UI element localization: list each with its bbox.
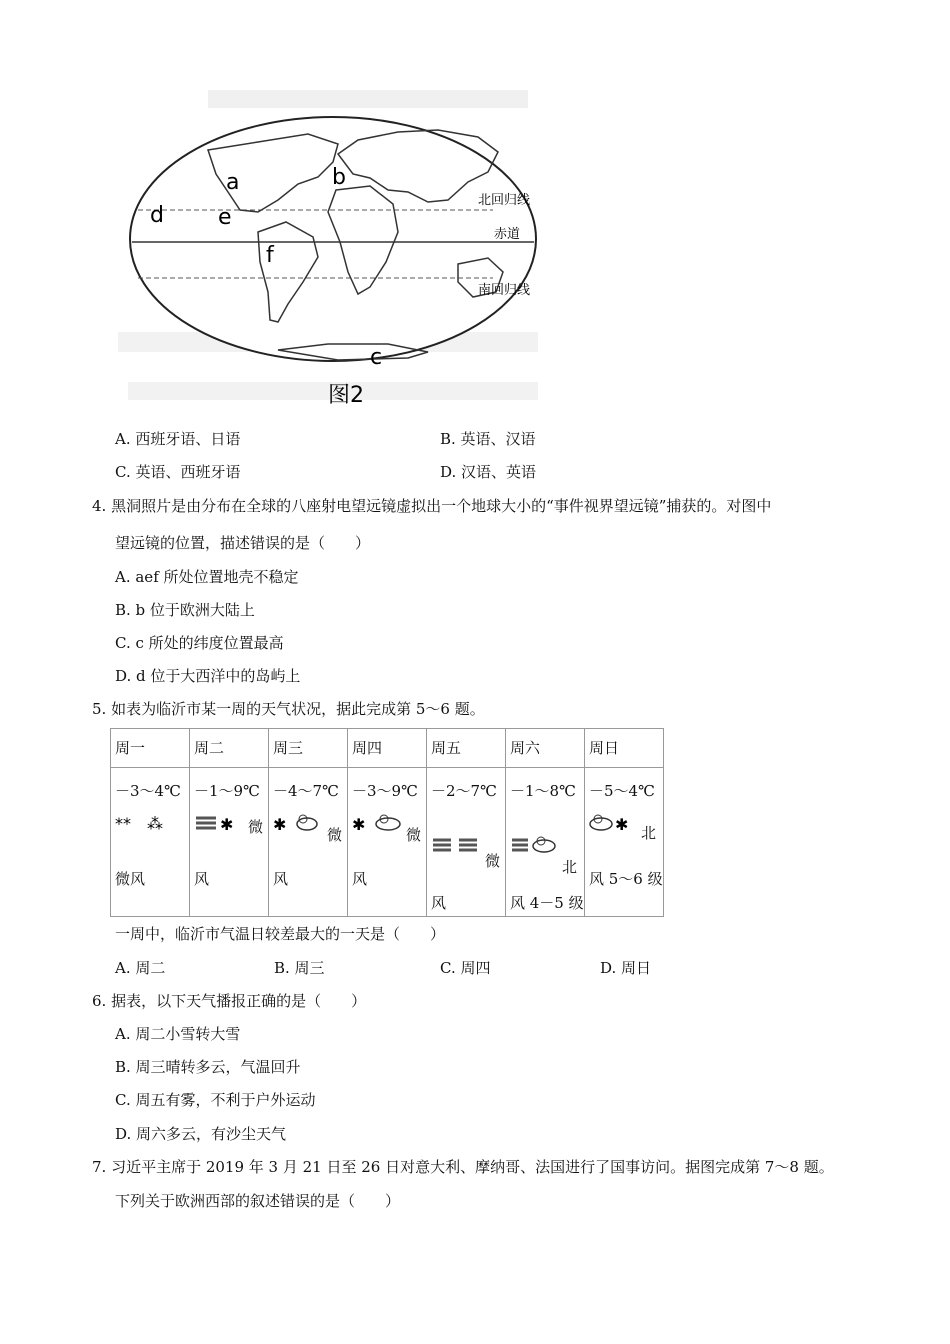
label-f: f (266, 243, 274, 268)
svg-text:⁂: ⁂ (147, 814, 163, 833)
faded-text (208, 90, 528, 108)
q7-stem-line1: 7. 习近平主席于 2019 年 3 月 21 日至 26 日对意大利、摩纳哥、法国进行了国事访问。据图完成第 7～8 题。 (92, 1158, 834, 1176)
fog-cloud-icon (510, 834, 560, 860)
q4-stem-line1: 4. 黑洞照片是由分布在全球的八座射电望远镜虚拟出一个地球大小的“事件视界望远镜”捕获的。对图中 (92, 497, 772, 515)
day-header: 周四 (348, 729, 427, 768)
q6-stem: 6. 据表，以下天气播报正确的是（ ） (92, 992, 367, 1010)
q3-option-c[interactable]: C. 英语、西班牙语 (115, 463, 241, 481)
fog-icon (431, 834, 481, 860)
world-map-figure (108, 82, 548, 412)
label-b: b (332, 165, 346, 190)
svg-text:✱: ✱ (220, 815, 234, 834)
q4-option-b[interactable]: B. b 位于欧洲大陆上 (115, 601, 255, 619)
day-header: 周三 (269, 729, 348, 768)
q4-option-a[interactable]: A. aef 所处位置地壳不稳定 (115, 568, 299, 586)
q5-option-b[interactable]: B. 周三 (274, 959, 325, 977)
weather-cell-fri (427, 768, 506, 917)
temp-range: －4～7℃ (273, 782, 339, 800)
q4-option-d[interactable]: D. d 位于大西洋中的岛屿上 (115, 667, 301, 685)
temp-range: －3～9℃ (352, 782, 418, 800)
wind-side-char: 微 (248, 818, 264, 836)
q4-option-c[interactable]: C. c 所处的纬度位置最高 (115, 634, 284, 652)
sun-cloud-icon (273, 812, 323, 838)
day-header: 周六 (506, 729, 585, 768)
wind-text: 风 4－5 级 (510, 894, 584, 912)
q6-option-c[interactable]: C. 周五有雾，不利于户外运动 (115, 1091, 316, 1109)
snow-cloud-icon (352, 812, 408, 838)
svg-text:✱: ✱ (615, 815, 629, 834)
q3-option-a[interactable]: A. 西班牙语、日语 (115, 430, 241, 448)
temp-range: －3～4℃ (115, 782, 181, 800)
q4-stem-line2: 望远镜的位置，描述错误的是（ ） (115, 534, 371, 552)
label-d: d (150, 203, 164, 228)
world-map (108, 82, 548, 412)
wind-side-char: 微 (485, 852, 501, 870)
wind-text: 风 (194, 870, 210, 888)
q6-option-d[interactable]: D. 周六多云，有沙尘天气 (115, 1125, 287, 1143)
figure-caption: 图2 (328, 383, 364, 408)
day-header: 周一 (111, 729, 190, 768)
svg-text:**: ** (115, 814, 131, 833)
day-header: 周日 (585, 729, 664, 768)
cloud-snow-icon (589, 812, 639, 838)
day-header: 周二 (190, 729, 269, 768)
wind-text: 风 (431, 894, 447, 912)
weather-cell-sun (585, 768, 664, 917)
q5-option-c[interactable]: C. 周四 (440, 959, 491, 977)
q5-option-a[interactable]: A. 周二 (115, 959, 166, 977)
weather-cell-sat (506, 768, 585, 917)
svg-text:✱: ✱ (273, 815, 287, 834)
weather-cell-mon (111, 768, 190, 917)
q6-option-b[interactable]: B. 周三晴转多云，气温回升 (115, 1058, 301, 1076)
temp-range: －1～9℃ (194, 782, 260, 800)
q3-option-b[interactable]: B. 英语、汉语 (440, 430, 536, 448)
wind-text: 风 (273, 870, 289, 888)
wind-side-char: 北 (641, 824, 657, 842)
q7-stem-line2: 下列关于欧洲西部的叙述错误的是（ ） (115, 1192, 401, 1210)
snow-icon (115, 812, 175, 838)
q3-option-d[interactable]: D. 汉语、英语 (440, 463, 537, 481)
temp-range: －5～4℃ (589, 782, 655, 800)
svg-text:✱: ✱ (352, 815, 366, 834)
wind-text: 风 5～6 级 (589, 870, 663, 888)
weather-cell-thu (348, 768, 427, 917)
wind-side-char: 北 (562, 858, 578, 876)
map-outline (130, 117, 536, 361)
wind-side-char: 微 (406, 826, 422, 844)
wind-text: 微风 (115, 870, 146, 888)
north-tropic-label: 北回归线 (478, 193, 531, 208)
weather-table (110, 728, 664, 917)
wind-text: 风 (352, 870, 368, 888)
equator-label: 赤道 (494, 227, 521, 242)
label-a: a (226, 170, 240, 195)
q5-option-d[interactable]: D. 周日 (600, 959, 652, 977)
label-c: c (370, 345, 383, 370)
q5-stem: 5. 如表为临沂市某一周的天气状况，据此完成第 5～6 题。 (92, 700, 485, 718)
q5-question: 一周中，临沂市气温日较差最大的一天是（ ） (115, 925, 446, 943)
weather-cell-tue (190, 768, 269, 917)
wind-side-char: 微 (327, 826, 343, 844)
temp-range: －1～8℃ (510, 782, 576, 800)
q6-option-a[interactable]: A. 周二小雪转大雪 (115, 1025, 241, 1043)
temp-range: －2～7℃ (431, 782, 497, 800)
south-tropic-label: 南回归线 (478, 283, 531, 298)
day-header: 周五 (427, 729, 506, 768)
label-e: e (218, 205, 232, 230)
fog-snow-icon (194, 812, 244, 838)
weather-cell-wed (269, 768, 348, 917)
